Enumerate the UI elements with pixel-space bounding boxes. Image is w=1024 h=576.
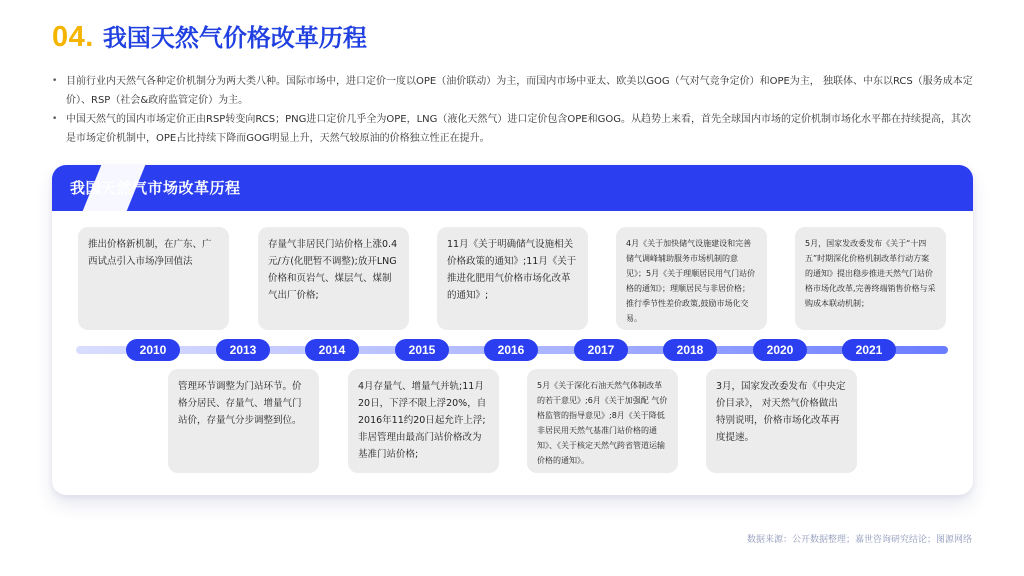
year-badge-2015: 2015 bbox=[395, 339, 449, 361]
timeline-card bbox=[52, 165, 973, 495]
event-box-2013: 管理环节调整为门站环节。价格分居民、存量气、增量气门站价，存量气分步调整到位。 bbox=[168, 369, 319, 473]
event-box-2014: 存量气非居民门站价格上涨0.4元/方(化肥暂不调整);放开LNG价格和页岩气、煤层气、煤制气出厂价格; bbox=[258, 227, 409, 330]
year-badge-2014: 2014 bbox=[305, 339, 359, 361]
event-box-2018: 4月《关于加快储气设施建设和完善储气调峰辅助服务市场机制的意见》；5月《关于理顺居民用气门站价格的通知》；理顺居民与非居价格；推行季节性差价政策,鼓励市场化交易。 bbox=[616, 227, 767, 330]
event-box-2020: 3月，国家发改委发布《中央定价目录》， 对天然气价格做出特别说明，价格市场化改革再度提速。 bbox=[706, 369, 857, 473]
event-box-2010: 推出价格新机制，在广东、广西试点引入市场净回值法 bbox=[78, 227, 229, 330]
card-header bbox=[52, 165, 973, 211]
year-badge-2020: 2020 bbox=[753, 339, 807, 361]
event-box-2021: 5月，国家发改委发布《关于“十四五”时期深化价格机制改革行动方案的通知》提出稳步推进天然气门站价格市场化改革,完善终端销售价格与采购成本联动机制； bbox=[795, 227, 946, 330]
event-box-2015: 4月存量气、增量气并轨;11月20日，下浮不限上浮20%，自 2016年11约20日起允许上浮;非居管理由最高门站价格改为基准门站价格; bbox=[348, 369, 499, 473]
data-source-note: 数据来源：公开数据整理；嘉世咨询研究结论；图源网络 bbox=[746, 535, 972, 545]
year-badge-2010: 2010 bbox=[126, 339, 180, 361]
year-badge-2021: 2021 bbox=[842, 339, 896, 361]
card-title: 我国天然气市场改革历程 bbox=[70, 179, 241, 197]
year-badge-2017: 2017 bbox=[574, 339, 628, 361]
bullet-item: • 中国天然气的国内市场定价正由RSP转变向RCS；PNG进口定价几乎全为OPE，LNG（液化天然气）进口定价包含OPE和GOG。从趋势上来看，首先全球国内市场的定价机制市场化水平都在持续提高，其次是市场定价机制中，OPE占比持续下降而GOG明显上升，天然气较原油的价格独立性正在提升。 bbox=[52, 110, 976, 148]
section-number: 04. bbox=[52, 21, 94, 53]
page-title bbox=[52, 18, 367, 54]
section-title: 我国天然气价格改革历程 bbox=[102, 24, 367, 52]
event-box-2017: 5月《关于深化石油天然气体制改革的若干意见》;6月《关于加强配 气价格监管的指导意见》;8月《关于降低非居民用天然气基准门站价格的通知》、《关于核定天然气跨省管道运输价格的通知》。 bbox=[527, 369, 678, 473]
intro-bullets bbox=[52, 72, 976, 148]
year-badge-2016: 2016 bbox=[484, 339, 538, 361]
year-badge-2013: 2013 bbox=[216, 339, 270, 361]
bullet-item: • 目前行业内天然气各种定价机制分为两大类八种。国际市场中，进口定价一度以OPE（油价联动）为主，而国内市场中亚太、欧美以GOG（气对气竞争定价）和OPE为主， 独联体、中东以RCS（服务成本定价）、RSP（社会&政府监管定价）为主。 bbox=[52, 72, 976, 110]
year-badge-2018: 2018 bbox=[663, 339, 717, 361]
event-box-2016: 11月《关于明确储气设施相关价格政策的通知》;11月《关于推进化肥用气价格市场化改革的通知》; bbox=[437, 227, 588, 330]
